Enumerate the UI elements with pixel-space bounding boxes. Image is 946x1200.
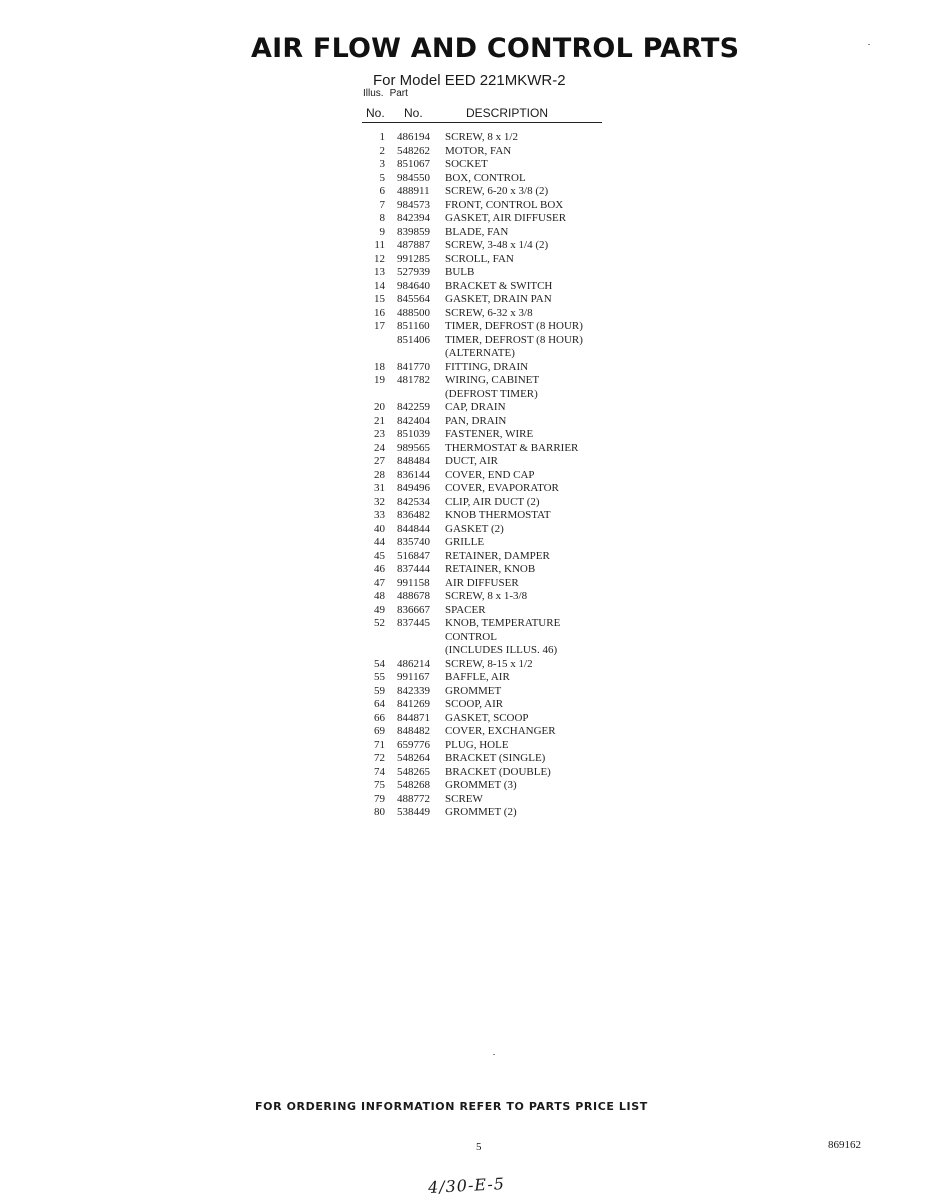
- part-description: THERMOSTAT & BARRIER: [445, 441, 579, 454]
- illus-number: 52: [374, 617, 385, 629]
- parts-row: [360, 739, 583, 753]
- part-description: PLUG, HOLE: [445, 738, 509, 751]
- part-number: 842534: [397, 495, 430, 508]
- part-description: SCREW, 6-20 x 3/8 (2): [445, 185, 549, 197]
- parts-row: [360, 752, 583, 766]
- part-number: 851039: [397, 428, 430, 440]
- part-description: GASKET (2): [445, 522, 504, 535]
- illus-number: 46: [374, 563, 385, 575]
- part-description: COVER, EVAPORATOR: [445, 482, 559, 494]
- part-number: 548262: [397, 144, 430, 157]
- part-description: KNOB, TEMPERATURE: [445, 617, 561, 629]
- illus-number: 40: [374, 522, 385, 535]
- part-number: 548264: [397, 752, 430, 764]
- part-description: FITTING, DRAIN: [445, 360, 529, 373]
- illus-number: 66: [374, 711, 385, 724]
- scan-speck: [868, 44, 870, 45]
- part-number: 842394: [397, 212, 430, 224]
- part-number: 488678: [397, 590, 430, 602]
- ordering-info-note: FOR ORDERING INFORMATION REFER TO PARTS PRICE LIST: [255, 1100, 648, 1113]
- description-header: DESCRIPTION: [466, 106, 549, 120]
- part-number: 836667: [397, 603, 430, 616]
- parts-row: [360, 239, 583, 253]
- part-description: (DEFROST TIMER): [445, 387, 538, 400]
- illus-number: 14: [374, 279, 385, 292]
- illus-number: 48: [374, 590, 385, 602]
- parts-row: [360, 334, 583, 348]
- part-number: 488500: [397, 306, 430, 319]
- illus-number: 13: [374, 266, 385, 278]
- part-description: SCREW, 3-48 x 1/4 (2): [445, 239, 549, 251]
- parts-row: [360, 685, 583, 699]
- part-number: 991285: [397, 252, 430, 265]
- parts-row: [360, 145, 583, 159]
- part-number: [385, 347, 445, 361]
- parts-row: [360, 293, 583, 307]
- parts-row: [360, 550, 583, 564]
- illus-number: 18: [374, 360, 385, 373]
- illus-number: 64: [374, 698, 385, 710]
- part-description: SCROLL, FAN: [445, 252, 514, 265]
- illus-number: 7: [379, 198, 385, 211]
- parts-row: [360, 428, 583, 442]
- part-description: DUCT, AIR: [445, 455, 498, 467]
- part-description: CAP, DRAIN: [445, 401, 506, 413]
- illus-number: 23: [374, 428, 385, 440]
- part-description: BAFFLE, AIR: [445, 671, 510, 683]
- illus-number: 5: [379, 171, 385, 184]
- parts-row: [360, 374, 583, 388]
- part-description: GROMMET (2): [445, 806, 517, 818]
- parts-row: [360, 361, 583, 375]
- illus-number: [360, 644, 385, 658]
- part-number: 486214: [397, 657, 430, 670]
- illus-number: 54: [374, 657, 385, 670]
- parts-row: [360, 347, 583, 361]
- illus-number: [360, 631, 385, 645]
- part-number: 984640: [397, 279, 430, 292]
- part-number: 538449: [397, 806, 430, 818]
- part-description: FASTENER, WIRE: [445, 428, 534, 440]
- parts-row: [360, 455, 583, 469]
- part-number: 835740: [397, 536, 430, 548]
- part-description: SCREW, 8 x 1/2: [445, 131, 518, 143]
- part-number: 837444: [397, 563, 430, 575]
- part-number: 487887: [397, 239, 430, 251]
- illus-number: 74: [374, 765, 385, 778]
- part-description: GROMMET (3): [445, 779, 517, 791]
- illus-number: 6: [379, 185, 385, 197]
- part-description: BULB: [445, 266, 475, 278]
- parts-row: [360, 158, 583, 172]
- illus-number: [360, 347, 385, 361]
- part-number: 837445: [397, 617, 430, 629]
- parts-row: [360, 212, 583, 226]
- part-description: SCREW, 8 x 1-3/8: [445, 590, 528, 602]
- part-description: GRILLE: [445, 536, 485, 548]
- illus-number: 32: [374, 495, 385, 508]
- part-number: 851160: [397, 320, 430, 332]
- part-number: 984550: [397, 171, 430, 184]
- parts-row: [360, 280, 583, 294]
- parts-row: [360, 779, 583, 793]
- parts-row: [360, 442, 583, 456]
- parts-row: [360, 415, 583, 429]
- parts-row: [360, 482, 583, 496]
- parts-row: [360, 698, 583, 712]
- part-number: 527939: [397, 266, 430, 278]
- illus-number: 3: [379, 158, 385, 170]
- part-number: 851067: [397, 158, 430, 170]
- illus-no-header: No.: [366, 106, 385, 120]
- part-number: 848484: [397, 455, 430, 467]
- part-description: PAN, DRAIN: [445, 414, 507, 427]
- parts-row: [360, 266, 583, 280]
- column-header-labels: [363, 88, 408, 99]
- part-description: BRACKET (DOUBLE): [445, 765, 551, 778]
- part-number: 841269: [397, 698, 430, 710]
- part-number: 839859: [397, 225, 430, 238]
- part-number: 516847: [397, 549, 430, 562]
- part-number: 842259: [397, 401, 430, 413]
- part-description: CLIP, AIR DUCT (2): [445, 495, 540, 508]
- parts-row: [360, 320, 583, 334]
- part-number: 548265: [397, 765, 430, 778]
- part-description: KNOB THERMOSTAT: [445, 509, 551, 521]
- part-number: 848482: [397, 725, 430, 737]
- scan-speck: [493, 1054, 495, 1055]
- part-number: 844871: [397, 711, 430, 724]
- part-number: [385, 388, 445, 402]
- parts-list: [360, 131, 583, 820]
- part-number: 836144: [397, 468, 430, 481]
- part-description: SCOOP, AIR: [445, 698, 504, 710]
- parts-row: [360, 469, 583, 483]
- illus-number: 9: [379, 225, 385, 238]
- part-number: 488772: [397, 792, 430, 805]
- illus-number: [360, 334, 385, 348]
- parts-row: [360, 712, 583, 726]
- part-number: 991167: [397, 671, 430, 683]
- illus-number: 28: [374, 468, 385, 481]
- illus-number: 80: [374, 806, 385, 818]
- illus-number: 12: [374, 252, 385, 265]
- parts-row: [360, 590, 583, 604]
- part-description: SCREW, 8-15 x 1/2: [445, 657, 533, 670]
- illus-number: 59: [374, 684, 385, 697]
- part-description: SCREW: [445, 792, 483, 805]
- parts-row: [360, 617, 583, 631]
- part-description: COVER, EXCHANGER: [445, 725, 556, 737]
- part-number: 548268: [397, 779, 430, 791]
- illus-number: 33: [374, 509, 385, 521]
- part-number: 841770: [397, 360, 430, 373]
- illus-number: 15: [374, 293, 385, 305]
- part-description: TIMER, DEFROST (8 HOUR): [445, 320, 583, 332]
- parts-row: [360, 185, 583, 199]
- illus-number: 47: [374, 576, 385, 589]
- part-description: GASKET, DRAIN PAN: [445, 293, 552, 305]
- part-number: 488911: [397, 185, 430, 197]
- parts-row: [360, 766, 583, 780]
- illus-number: 19: [374, 374, 385, 386]
- part-description: GROMMET: [445, 684, 502, 697]
- parts-row: [360, 307, 583, 321]
- part-description: MOTOR, FAN: [445, 144, 512, 157]
- illus-number: 79: [374, 792, 385, 805]
- part-description: GASKET, SCOOP: [445, 711, 529, 724]
- part-description: BOX, CONTROL: [445, 171, 526, 184]
- illus-number: 20: [374, 401, 385, 413]
- model-subtitle: For Model EED 221MKWR-2: [373, 72, 566, 89]
- part-description: (ALTERNATE): [445, 347, 515, 359]
- part-description: SOCKET: [445, 158, 488, 170]
- part-number: 984573: [397, 198, 430, 211]
- part-number: 481782: [397, 374, 430, 386]
- handwritten-note: 4/30-E-5: [427, 1174, 506, 1197]
- part-description: BRACKET (SINGLE): [445, 752, 546, 764]
- illus-number: 2: [379, 144, 385, 157]
- part-description: GASKET, AIR DIFFUSER: [445, 212, 567, 224]
- parts-row: [360, 401, 583, 415]
- illus-number: 17: [374, 320, 385, 332]
- parts-row: [360, 725, 583, 739]
- part-description: RETAINER, DAMPER: [445, 549, 550, 562]
- illus-number: 8: [379, 212, 385, 224]
- parts-row: [360, 536, 583, 550]
- illus-number: 1: [379, 131, 385, 143]
- part-number: 845564: [397, 293, 430, 305]
- part-number: [385, 631, 445, 645]
- parts-row: [360, 577, 583, 591]
- part-number: 486194: [397, 131, 430, 143]
- parts-row: [360, 388, 583, 402]
- illus-number: 49: [374, 603, 385, 616]
- page-title: AIR FLOW AND CONTROL PARTS: [251, 33, 740, 64]
- parts-row: [360, 806, 583, 820]
- illus-header-label: Illus.: [363, 88, 384, 99]
- illus-number: 75: [374, 779, 385, 791]
- part-description: COVER, END CAP: [445, 468, 535, 481]
- parts-row: [360, 509, 583, 523]
- parts-row: [360, 253, 583, 267]
- parts-row: [360, 671, 583, 685]
- part-number: 659776: [397, 738, 430, 751]
- parts-row: [360, 604, 583, 618]
- parts-row: [360, 631, 583, 645]
- part-description: BLADE, FAN: [445, 225, 509, 238]
- header-divider: [362, 122, 602, 123]
- part-description: TIMER, DEFROST (8 HOUR): [445, 333, 583, 346]
- part-description: RETAINER, KNOB: [445, 563, 536, 575]
- illus-number: 27: [374, 455, 385, 467]
- illus-number: 24: [374, 441, 385, 454]
- part-description: AIR DIFFUSER: [445, 576, 519, 589]
- illus-number: 44: [374, 536, 385, 548]
- part-description: SCREW, 6-32 x 3/8: [445, 306, 533, 319]
- parts-row: [360, 523, 583, 537]
- part-number: 842339: [397, 684, 430, 697]
- part-number: 851406: [397, 333, 430, 346]
- part-number: 849496: [397, 482, 430, 494]
- part-description: WIRING, CABINET: [445, 374, 540, 386]
- parts-row: [360, 172, 583, 186]
- part-number: 836482: [397, 509, 430, 521]
- parts-row: [360, 658, 583, 672]
- illus-number: [360, 388, 385, 402]
- parts-row: [360, 644, 583, 658]
- part-number: 989565: [397, 441, 430, 454]
- part-number: 991158: [397, 576, 430, 589]
- part-description: (INCLUDES ILLUS. 46): [445, 644, 558, 656]
- illus-number: 16: [374, 306, 385, 319]
- illus-number: 55: [374, 671, 385, 683]
- part-description: SPACER: [445, 603, 486, 616]
- illus-number: 11: [374, 239, 385, 251]
- illus-number: 45: [374, 549, 385, 562]
- part-description: FRONT, CONTROL BOX: [445, 198, 564, 211]
- part-description: BRACKET & SWITCH: [445, 279, 553, 292]
- parts-row: [360, 563, 583, 577]
- part-header-label: Part: [389, 88, 408, 99]
- illus-number: 71: [374, 738, 385, 751]
- parts-row: [360, 226, 583, 240]
- illus-number: 69: [374, 725, 385, 737]
- illus-number: 31: [374, 482, 385, 494]
- parts-row: [360, 131, 583, 145]
- document-number: 869162: [828, 1139, 861, 1151]
- part-no-header: No.: [404, 106, 423, 120]
- part-number: [385, 644, 445, 658]
- parts-row: [360, 496, 583, 510]
- part-number: 842404: [397, 414, 430, 427]
- illus-number: 72: [374, 752, 385, 764]
- part-description: CONTROL: [445, 630, 497, 643]
- part-number: 844844: [397, 522, 430, 535]
- parts-row: [360, 793, 583, 807]
- page-number: 5: [476, 1141, 482, 1153]
- parts-row: [360, 199, 583, 213]
- illus-number: 21: [374, 414, 385, 427]
